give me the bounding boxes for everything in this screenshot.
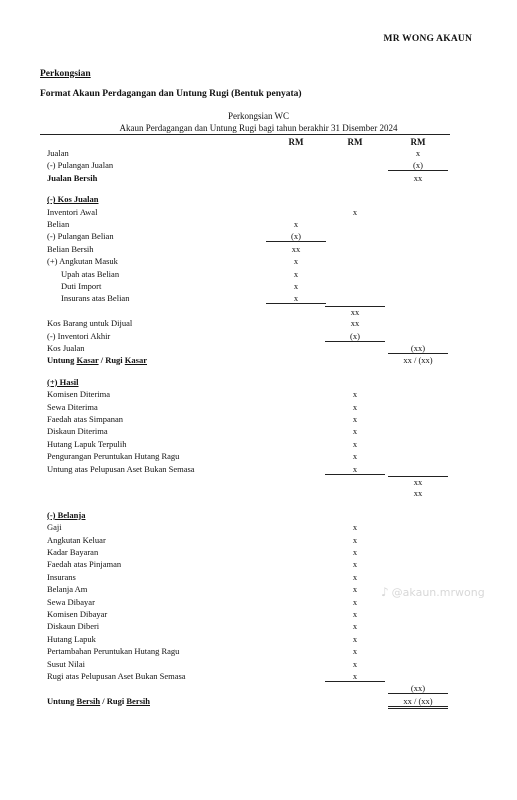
value-c2: x (325, 464, 385, 475)
value-c3: xx (413, 488, 423, 499)
value-c2: x (352, 389, 358, 400)
table-row (0, 547, 517, 559)
value-c1: x (293, 256, 299, 267)
table-row (0, 414, 517, 426)
value-c2: x (352, 596, 358, 607)
row-label: Pertambahan Peruntukan Hutang Ragu (47, 646, 180, 657)
row-label: Komisen Diterima (47, 389, 111, 400)
value-c3: (xx) (388, 683, 448, 694)
table-row (0, 355, 517, 367)
value-c1: x (293, 219, 299, 229)
value-c2: xx (325, 306, 385, 317)
table-row (0, 696, 517, 708)
table-row (0, 683, 517, 695)
row-label: (-) Belanja (47, 509, 86, 520)
row-label: Belanja Am (47, 584, 88, 595)
row-label: Sewa Diterima (47, 401, 98, 412)
row-label: Gaji (47, 522, 62, 533)
value-c3: (xx) (388, 343, 448, 354)
row-label: Upah atas Belian (61, 268, 120, 279)
column-header-1: RM (288, 137, 304, 147)
column-header-3: RM (410, 137, 426, 147)
table-row (0, 402, 517, 414)
table-row (0, 306, 517, 318)
section-title: Perkongsian (40, 69, 91, 79)
row-label: Belian (47, 219, 70, 229)
watermark (381, 585, 485, 599)
value-c3: xx / (xx) (403, 355, 433, 366)
row-label: Untung Kasar / Rugi Kasar (47, 355, 147, 366)
table-row (0, 194, 517, 206)
row-label: Insurans (47, 571, 76, 582)
row-label: Insurans atas Belian (61, 293, 130, 304)
table-row (0, 343, 517, 355)
row-label: Komisen Dibayar (47, 609, 108, 619)
row-label: Untung atas Pelupusan Aset Bukan Semasa (47, 463, 195, 474)
value-c3: xx / (xx) (388, 696, 448, 709)
table-row (0, 510, 517, 522)
table-row (0, 173, 517, 185)
value-c2: x (352, 658, 358, 669)
value-c2: x (352, 547, 358, 557)
value-c3: (x) (388, 160, 448, 171)
row-label: Pengurangan Peruntukan Hutang Ragu (47, 451, 180, 462)
value-c2: x (325, 671, 385, 682)
value-c3: x (415, 148, 421, 158)
table-row (0, 160, 517, 172)
table-row (0, 244, 517, 256)
header-rule (40, 134, 450, 135)
row-label: Susut Nilai (47, 658, 86, 669)
row-label: (-) Pulangan Belian (47, 231, 114, 242)
row-label: Jualan (47, 148, 69, 158)
row-label: Faedah atas Pinjaman (47, 559, 122, 570)
row-label: Faedah atas Simpanan (47, 414, 124, 424)
table-row (0, 219, 517, 231)
row-label: (-) Pulangan Jualan (47, 160, 114, 171)
table-row (0, 269, 517, 281)
table-row (0, 331, 517, 343)
row-label: Kos Barang untuk Dijual (47, 318, 133, 329)
row-label: Diskaun Diterima (47, 426, 108, 437)
row-label: Untung Bersih / Rugi Bersih (47, 695, 150, 706)
table-row (0, 318, 517, 330)
row-label: Kos Jualan (47, 343, 85, 353)
watermark-text: @akaun.mrwong (391, 586, 485, 599)
row-label: Duti Import (61, 281, 102, 291)
value-c2: x (352, 633, 358, 644)
value-c2: x (352, 646, 358, 657)
value-c3: xx (413, 172, 423, 183)
table-row (0, 256, 517, 268)
value-c2: (x) (325, 331, 385, 342)
table-row (0, 476, 517, 488)
row-label: Sewa Dibayar (47, 596, 95, 607)
brand-name: MR WONG AKAUN (383, 34, 472, 44)
row-label: (-) Inventori Akhir (47, 330, 111, 341)
table-row (0, 464, 517, 476)
value-c2: x (352, 451, 358, 462)
table-row (0, 377, 517, 389)
value-c2: x (352, 534, 358, 545)
row-label: Belian Bersih (47, 243, 94, 254)
value-c2: x (352, 206, 358, 217)
table-row (0, 522, 517, 534)
value-c2: x (352, 621, 358, 632)
row-label: Hutang Lapuk (47, 633, 96, 644)
row-label: Inventori Awal (47, 206, 98, 217)
table-row (0, 281, 517, 293)
row-label: Jualan Bersih (47, 172, 98, 183)
row-label: Kadar Bayaran (47, 547, 99, 557)
value-c2: xx (350, 318, 360, 329)
row-label: (-) Kos Jualan (47, 194, 99, 205)
value-c1: x (266, 293, 326, 304)
value-c1: xx (291, 243, 301, 254)
value-c2: x (352, 438, 358, 449)
table-row (0, 621, 517, 633)
table-row (0, 535, 517, 547)
table-row (0, 634, 517, 646)
column-header-2: RM (347, 137, 363, 147)
table-row (0, 148, 517, 160)
table-row (0, 389, 517, 401)
value-c2: x (352, 559, 358, 570)
value-c1: (x) (266, 231, 326, 242)
row-label: Hutang Lapuk Terpulih (47, 438, 127, 449)
table-row (0, 207, 517, 219)
value-c1: x (293, 281, 299, 291)
value-c2: x (352, 571, 358, 582)
value-c3: xx (388, 476, 448, 487)
table-row (0, 671, 517, 683)
table-row (0, 451, 517, 463)
table-row (0, 572, 517, 584)
table-row (0, 231, 517, 243)
value-c2: x (352, 609, 358, 619)
row-label: Diskaun Diberi (47, 621, 100, 632)
table-row (0, 646, 517, 658)
table-row (0, 659, 517, 671)
value-c2: x (352, 426, 358, 437)
value-c2: x (352, 522, 358, 533)
table-row (0, 293, 517, 305)
value-c2: x (352, 414, 358, 424)
table-row (0, 439, 517, 451)
row-label: (+) Angkutan Masuk (47, 256, 118, 267)
value-c1: x (293, 268, 299, 279)
value-c2: x (352, 401, 358, 412)
table-row (0, 609, 517, 621)
tiktok-icon: ♪ (381, 585, 389, 599)
value-c2: x (352, 584, 358, 595)
format-title: Format Akaun Perdagangan dan Untung Rugi (Bentuk penyata) (40, 89, 302, 99)
table-row (0, 488, 517, 500)
row-label: Rugi atas Pelupusan Aset Bukan Semasa (47, 671, 186, 681)
table-row (0, 559, 517, 571)
table-row (0, 426, 517, 438)
company-name: Perkongsian WC (227, 111, 290, 121)
row-label: Angkutan Keluar (47, 534, 106, 545)
statement-title: Akaun Perdagangan dan Untung Rugi bagi tahun berakhir 31 Disember 2024 (119, 123, 398, 133)
row-label: (+) Hasil (47, 376, 79, 387)
